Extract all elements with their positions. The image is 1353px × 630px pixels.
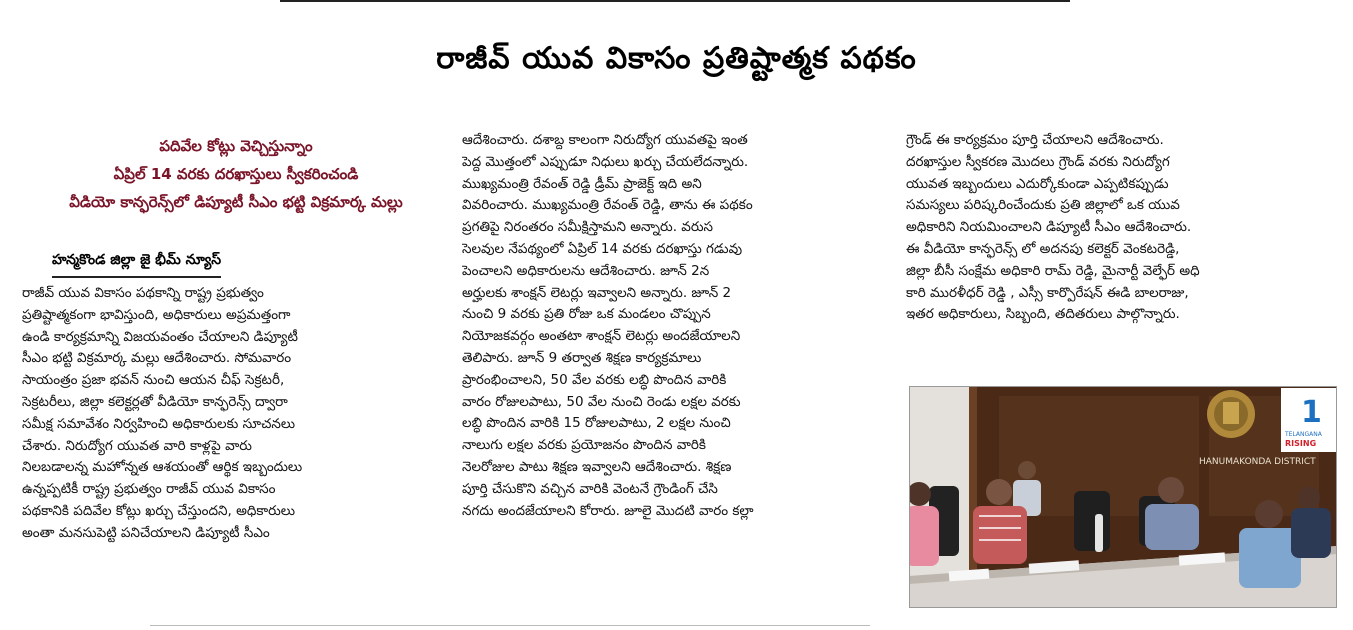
article-line: నిలబడాలన్న మహోన్నత ఆశయంతో ఆర్థిక ఇబ్బందులు bbox=[22, 459, 303, 476]
article-column-3 bbox=[906, 130, 1340, 326]
article-line: కారి మురళీధర్ రెడ్డి , ఎస్సీ కార్పొరేషన్ ఈడి బాలరాజు, bbox=[906, 284, 1189, 301]
article-line: ముఖ్యమంత్రి రేవంత్ రెడ్డి డ్రీమ్ ప్రాజెక్ట్ ఇది అని bbox=[462, 175, 702, 192]
article-line: ప్రతిష్టాత్మకంగా భావిస్తుంది, అధికారులు అప్రమత్తంగా bbox=[22, 306, 291, 323]
article-line: ప్రగతిపై నిరంతరం సమీక్షిస్తామని అన్నారు. వరుస bbox=[462, 219, 714, 236]
article-line: నగదు అందజేయాలని కోరారు. జూలై మొదటి వారం కల్లా bbox=[462, 502, 754, 519]
article-line: పెద్ద మొత్తంలో ఎప్పుడూ నిధులు ఖర్చు చేయలేదన్నారు. bbox=[462, 153, 749, 170]
article-line: ఉన్నప్పటికీ రాష్ట్ర ప్రభుత్వం రాజీవ్ యువ వికాసం bbox=[22, 481, 276, 498]
subhead-1: పదివేల కోట్లు వెచ్చిస్తున్నాం bbox=[159, 137, 313, 155]
article-line: ప్రారంభించాలని, 50 వేల వరకు లబ్ధి పొందిన వారికి bbox=[462, 371, 727, 388]
article-line: పెంచాలని అధికారులను ఆదేశించారు. జూన్ 2న bbox=[462, 262, 710, 279]
article-line: సెలవుల నేపథ్యంలో ఏప్రిల్ 14 వరకు దరఖాస్తు గడువు bbox=[462, 240, 743, 257]
meeting-photo-illustration bbox=[909, 386, 1337, 608]
article-line: యువత ఇబ్బందులు ఎదుర్కోకుండా ఎప్పటికప్పుడు bbox=[906, 175, 1169, 192]
article-line: సీఎం భట్టి విక్రమార్క మల్లు ఆదేశించారు. సోమవారం bbox=[22, 350, 292, 367]
article-line: నెలరోజుల పాటు శిక్షణ ఇవ్వాలని ఆదేశించారు. శిక్షణ bbox=[462, 458, 732, 475]
wall-sign: HANUMAKONDA DISTRICT bbox=[1199, 457, 1316, 467]
article-line: నియోజకవర్గం అంతటా శాంక్షన్ లెటర్లు అందజేయాలని bbox=[462, 328, 741, 345]
banner-line-1: TELANGANA bbox=[1285, 431, 1322, 438]
article-line: వివరించారు. ముఖ్యమంత్రి రేవంత్ రెడ్డి, తాను ఈ పథకం bbox=[462, 197, 753, 214]
subheads bbox=[20, 132, 452, 216]
subhead-2: ఏప్రిల్ 14 వరకు దరఖాస్తులు స్వీకరించండి bbox=[113, 165, 359, 183]
meeting-photo bbox=[909, 386, 1337, 608]
article-line: అధికారిని నియమించాలని డిప్యూటీ సీఎం ఆదేశించారు. bbox=[906, 219, 1192, 236]
article-line: నుంచి 9 వరకు ప్రతి రోజు ఒక మండలం చొప్పున bbox=[462, 306, 711, 323]
article-line: ఆదేశించారు. దశాబ్ద కాలంగా నిరుద్యోగ యువతపై ఇంత bbox=[462, 132, 748, 148]
article-line: నాలుగు లక్షల వరకు ప్రయోజనం పొందిన వారికి bbox=[462, 437, 706, 454]
bottom-rule bbox=[150, 625, 870, 626]
article-line: పథకానికి పదివేల కోట్లు ఖర్చు చేస్తుందని, అధికారులు bbox=[22, 502, 296, 519]
article-line: ఇతర అధికారులు, సిబ్బంది, తదితరులు పాల్గొన్నారు. bbox=[906, 306, 1180, 323]
headline: రాజీవ్ యువ వికాసం ప్రతిష్టాత్మక పథకం bbox=[436, 41, 917, 76]
article-line: సమస్యలు పరిష్కరించేందుకు ప్రతి జిల్లాలో ఒక యువ bbox=[906, 197, 1180, 214]
article-line: సెక్రటరీలు, జిల్లా కలెక్టర్లతో వీడియో కాన్ఫరెన్స్ ద్వారా bbox=[22, 393, 288, 410]
article-line: సమీక్ష సమావేశం నిర్వహించి అధికారులకు సూచనలు bbox=[22, 415, 296, 432]
article-column-2 bbox=[462, 130, 886, 522]
banner-number: 1 bbox=[1301, 395, 1322, 430]
article-line: ఉండి కార్యక్రమాన్ని విజయవంతం చేయాలని డిప్యూటీ bbox=[22, 328, 298, 345]
article-line: సాయంత్రం ప్రజా భవన్ నుంచి ఆయన చీఫ్ సెక్రటరీ, bbox=[22, 372, 285, 389]
article-line: అర్హులకు శాంక్షన్ లెటర్లు ఇవ్వాలని అన్నారు. జూన్ 2 bbox=[462, 284, 732, 301]
article-line: చేశారు. నిరుద్యోగ యువత వారి కాళ్లపై వారు bbox=[22, 437, 252, 454]
dateline: హన్మకొండ జిల్లా జై భీమ్ న్యూస్ bbox=[52, 246, 221, 278]
article-line: అంతా మనసుపెట్టి పనిచేయాలని డిప్యూటీ సీఎం bbox=[22, 524, 270, 541]
article-line: గ్రౌండ్ ఈ కార్యక్రమం పూర్తి చేయాలని ఆదేశించారు. bbox=[906, 132, 1164, 148]
top-rule bbox=[280, 0, 1070, 2]
article-line: వారం రోజులపాటు, 50 వేల నుంచి రెండు లక్షల వరకు bbox=[462, 393, 741, 410]
article-line: జిల్లా బీసీ సంక్షేమ అధికారి రామ్ రెడ్డి, మైనార్టీ వెల్ఫేర్ అధి bbox=[906, 262, 1200, 279]
subhead-3: వీడియో కాన్ఫరెన్స్‌లో డిప్యూటీ సీఎం భట్టి విక్రమార్క మల్లు bbox=[69, 193, 403, 211]
article-line: రాజీవ్ యువ వికాసం పథకాన్ని రాష్ట్ర ప్రభుత్వం bbox=[22, 285, 264, 301]
banner-line-2: RISING bbox=[1285, 439, 1317, 448]
article-line: పూర్తి చేసుకొని వచ్చిన వారికి వెంటనే గ్రౌండింగ్ చేసి bbox=[462, 480, 718, 497]
article-line: తెలిపారు. జూన్ 9 తర్వాత శిక్షణ కార్యక్రమాలు bbox=[462, 349, 702, 366]
article-line: దరఖాస్తుల స్వీకరణ మొదలు గ్రౌండ్ వరకు నిరుద్యోగ bbox=[906, 153, 1170, 170]
article-column-1 bbox=[22, 283, 440, 545]
article-line: లబ్ధి పొందిన వారికి 15 రోజులపాటు, 2 లక్షల నుంచి bbox=[462, 415, 731, 432]
article-line: ఈ వీడియో కాన్ఫరెన్స్ లో అదనపు కలెక్టర్ వెంకటరెడ్డి, bbox=[906, 240, 1180, 257]
